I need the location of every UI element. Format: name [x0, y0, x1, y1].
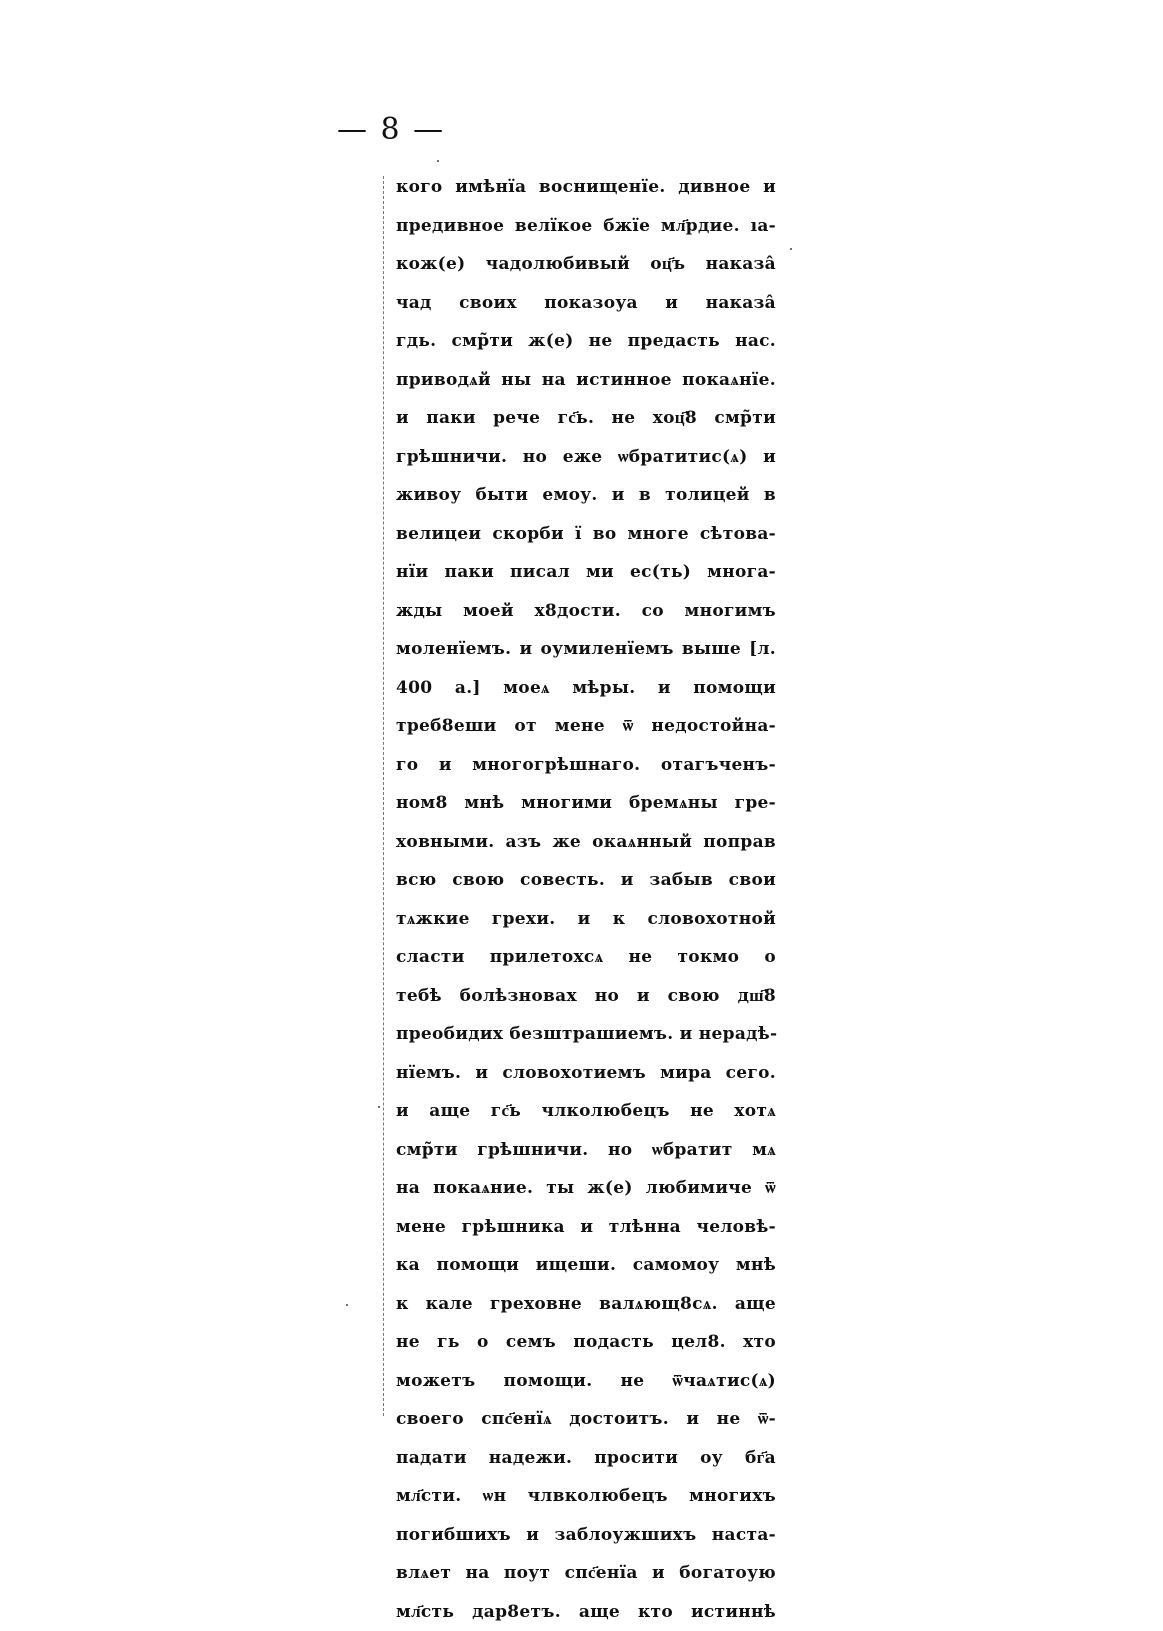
text-line: мл҃сть дар8етъ. аще кто истиннѣ [396, 1593, 776, 1631]
text-line: и паки рече гс҃ь. не хоц҃8 смр̃ти [396, 399, 776, 438]
text-line: гдь. смр̃ти ж(е) не предасть нас. [396, 322, 776, 361]
text-line: погибшихъ и заблоужшихъ наста- [396, 1516, 776, 1555]
text-line: жды моей х8дости. со многимъ [396, 592, 776, 631]
text-line: го и многогрѣшнаго. отагъченъ- [396, 746, 776, 785]
text-line: преобидих безштрашиемъ. и нерадѣ- [396, 1015, 776, 1054]
speck-mark [378, 1106, 380, 1108]
text-line: грѣшничи. но еже ѡбратитис(ѧ) и [396, 438, 776, 477]
speck-mark [437, 160, 439, 162]
text-line: ном8 мнѣ многими бремѧны гре- [396, 784, 776, 823]
margin-rule [383, 176, 384, 1416]
text-line: сласти прилетохсѧ не токмо о [396, 938, 776, 977]
text-line: моленїемъ. и оумиленїемъ выше [л. [396, 630, 776, 669]
text-line: на покаѧние. ты ж(е) любимиче ѿ [396, 1169, 776, 1208]
text-line: ка помощи ищеши. самомоу мнѣ [396, 1246, 776, 1285]
text-line: тебѣ болѣзновах но и свою дш҃8 [396, 977, 776, 1016]
text-line: мене грѣшника и тлѣнна человѣ- [396, 1208, 776, 1247]
text-line: нїи паки писал ми ес(ть) многа- [396, 553, 776, 592]
text-line: 400 а.] моеѧ мѣры. и помощи [396, 669, 776, 708]
text-line: смр̃ти грѣшничи. но ѡбратит мѧ [396, 1131, 776, 1170]
text-line: кого имѣнїа воснищенїе. дивное и [396, 168, 776, 207]
text-line: не гь о семъ подасть цел8. хто [396, 1323, 776, 1362]
text-line: к кале греховне валѧющ8сѧ. аще [396, 1285, 776, 1324]
page-number: — 8 — [337, 112, 445, 147]
text-line: падати надежи. просити оу бг҃а [396, 1439, 776, 1478]
text-line: чад своих показоуа и наказа̂ [396, 284, 776, 323]
speck-mark [790, 248, 792, 250]
text-line: нїемъ. и словохотиемъ мира сего. [396, 1054, 776, 1093]
text-line: приводѧй ны на истинное покаѧнїе. [396, 361, 776, 400]
text-line: живоу быти емоу. и в толицей в [396, 476, 776, 515]
text-line: треб8еши от мене ѿ недостойна- [396, 707, 776, 746]
speck-mark [346, 1304, 348, 1306]
text-line: тѧжкие грехи. и к словохотной [396, 900, 776, 939]
text-line: и аще гс҃ь члколюбецъ не хотѧ [396, 1092, 776, 1131]
text-line: предивное велїкое бжїе мл҃рдие. ıа- [396, 207, 776, 246]
text-line: велицеи скорби ї во многе сѣтова- [396, 515, 776, 554]
text-line: всю свою совесть. и забыв свои [396, 861, 776, 900]
text-line: своего спс҃енїѧ достоитъ. и не ѿ- [396, 1400, 776, 1439]
text-line: мл҃сти. ѡн члвколюбецъ многихъ [396, 1477, 776, 1516]
text-line: ховными. азъ же окаѧнный поправ [396, 823, 776, 862]
text-line: влѧет на поут спс҃енїа и богатоую [396, 1554, 776, 1593]
text-column [396, 168, 776, 1631]
text-line: можетъ помощи. не ѿчаѧтис(ѧ) [396, 1362, 776, 1401]
text-line: кож(е) чадолюбивый оц҃ъ наказа̂ [396, 245, 776, 284]
